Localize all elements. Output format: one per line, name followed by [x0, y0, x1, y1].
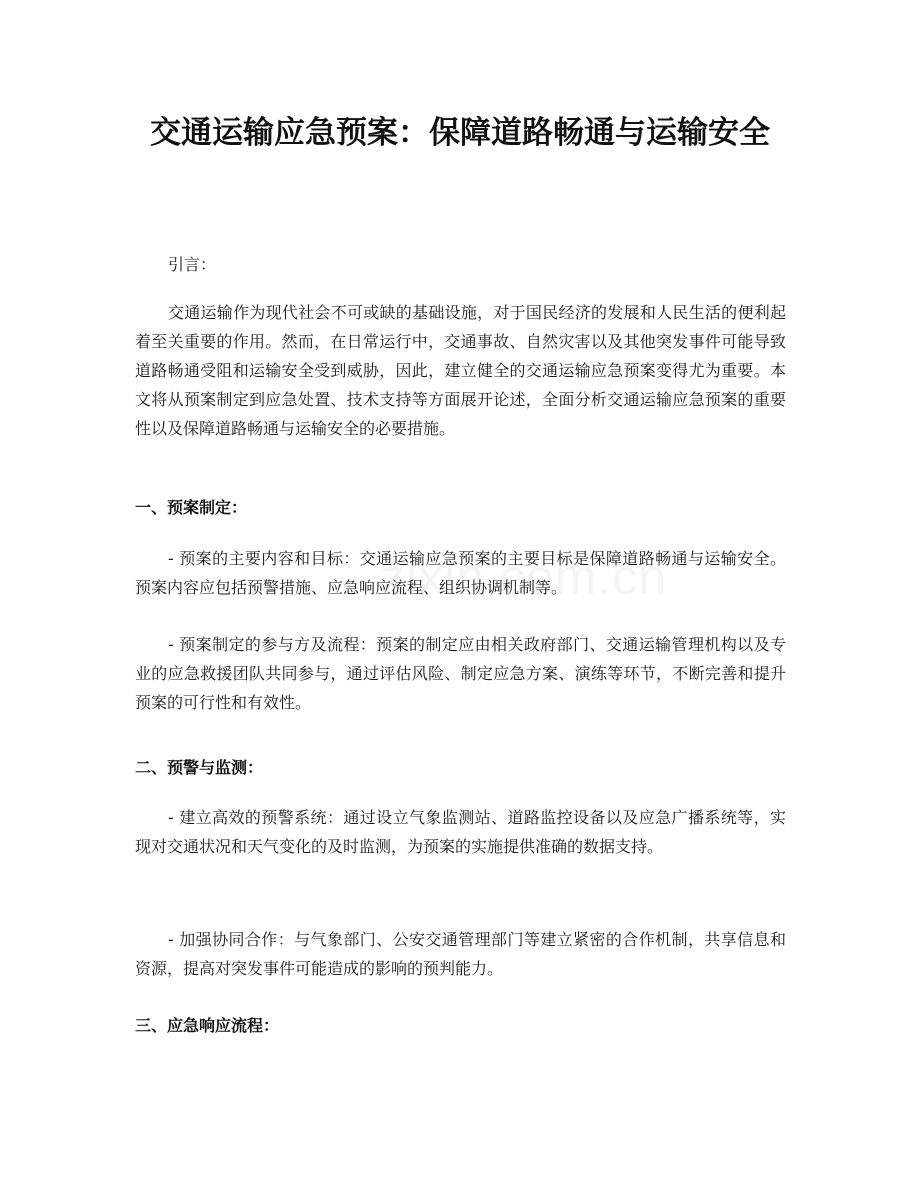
- section-plan-paragraph-1: - 预案的主要内容和目标：交通运输应急预案的主要目标是保障道路畅通与运输安全。预案内容应包括预警措施、应急响应流程、组织协调机制等。: [135, 549, 786, 597]
- section-warning-paragraph-2: - 加强协同合作：与气象部门、公安交通管理部门等建立紧密的合作机制，共享信息和资源，提高对突发事件可能造成的影响的预判能力。: [135, 930, 786, 978]
- document-title: 交通运输应急预案：保障道路畅通与运输安全: [150, 115, 770, 151]
- section-warning-paragraph-1: - 建立高效的预警系统：通过设立气象监测站、道路监控设备以及应急广播系统等，实现对交通状况和天气变化的及时监测，为预案的实施提供准确的数据支持。: [135, 808, 786, 856]
- section-heading-plan: 一、预案制定：: [135, 498, 248, 517]
- intro-label: 引言：: [168, 255, 217, 274]
- section-heading-response: 三、应急响应流程：: [135, 1016, 280, 1035]
- section-plan-paragraph-2: - 预案制定的参与方及流程：预案的制定应由相关政府部门、交通运输管理机构以及专业的应急救援团队共同参与，通过评估风险、制定应急方案、演练等环节，不断完善和提升预案的可行性和有效性。: [135, 635, 786, 712]
- intro-paragraph: 交通运输作为现代社会不可或缺的基础设施，对于国民经济的发展和人民生活的便利起着至关重要的作用。然而，在日常运行中，交通事故、自然灾害以及其他突发事件可能导致道路畅通受阻和运输安全受到威胁，因此，建立健全的交通运输应急预案变得尤为重要。本文将从预案制定到应急处置、技术支持等方面展开论述，全面分析交通运输应急预案的重要性以及保障道路畅通与运输安全的必要措施。: [135, 303, 786, 438]
- section-heading-warning: 二、预警与监测：: [135, 758, 264, 777]
